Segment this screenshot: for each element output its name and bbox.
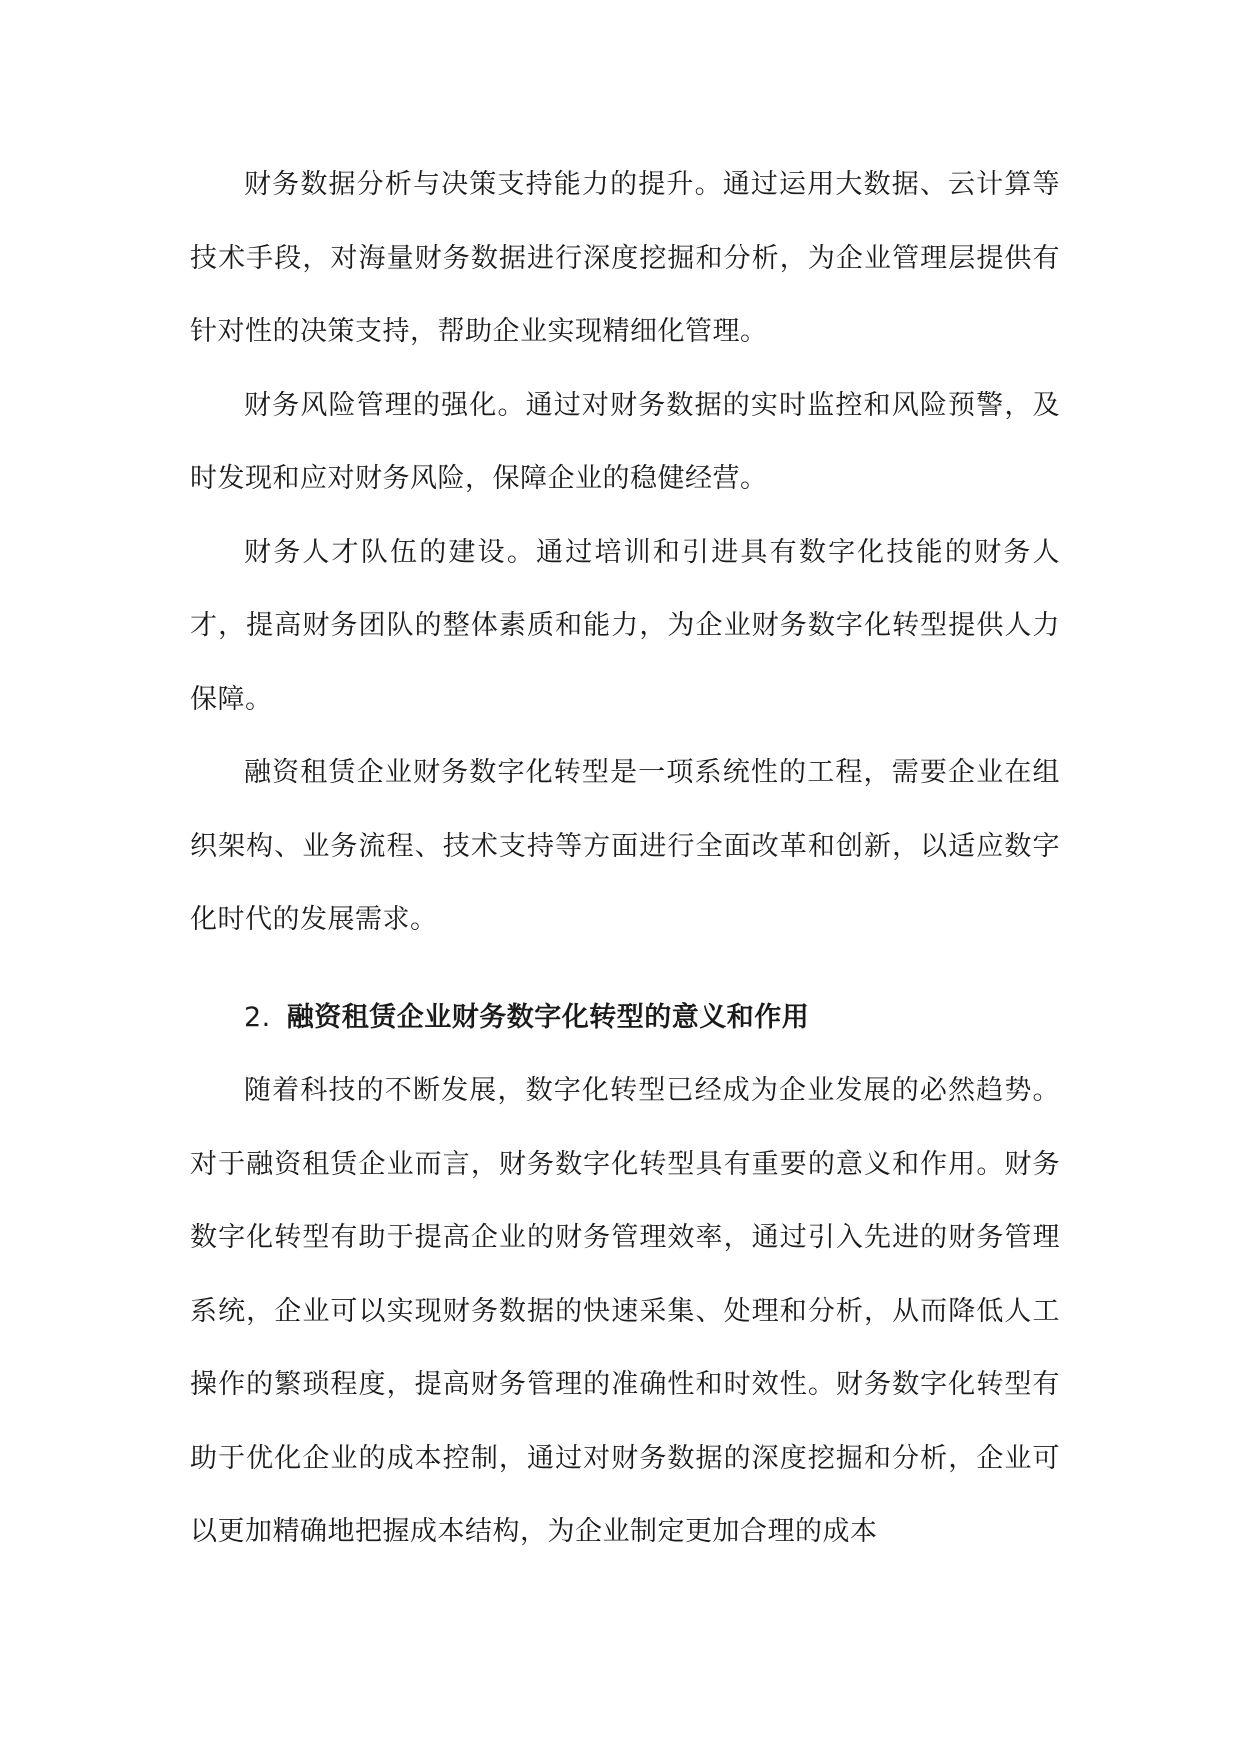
section-heading (190, 981, 1060, 1055)
section-title: 融资租赁企业财务数字化转型的意义和作用 (286, 1001, 810, 1033)
paragraph-summary: 融资租赁企业财务数字化转型是一项系统性的工程，需要企业在组织架构、业务流程、技术支持等方面进行全面改革和创新，以适应数字化时代的发展需求。 (190, 757, 1060, 935)
paragraph-talent: 财务人才队伍的建设。通过培训和引进具有数字化技能的财务人才，提高财务团队的整体素质和能力，为企业财务数字化转型提供人力保障。 (190, 536, 1060, 715)
paragraph-analysis: 财务数据分析与决策支持能力的提升。通过运用大数据、云计算等技术手段，对海量财务数据进行深度挖掘和分析，为企业管理层提供有针对性的决策支持，帮助企业实现精细化管理。 (190, 169, 1060, 347)
document-body (190, 148, 1060, 1569)
section-number: 2. (244, 1001, 271, 1033)
paragraph-significance: 随着科技的不断发展，数字化转型已经成为企业发展的必然趋势。对于融资租赁企业而言，财务数字化转型具有重要的意义和作用。财务数字化转型有助于提高企业的财务管理效率，通过引入先进的财务管理系统，企业可以实现财务数据的快速采集、处理和分析，从而降低人工操作的繁琐程度，提高财务管理的准确性和时效性。财务数字化转型有助于优化企业的成本控制，通过对财务数据的深度挖掘和分析，企业可以更加精确地把握成本结构，为企业制定更加合理的成本 (190, 1075, 1060, 1547)
paragraph-risk: 财务风险管理的强化。通过对财务数据的实时监控和风险预警，及时发现和应对财务风险，保障企业的稳健经营。 (190, 389, 1060, 494)
